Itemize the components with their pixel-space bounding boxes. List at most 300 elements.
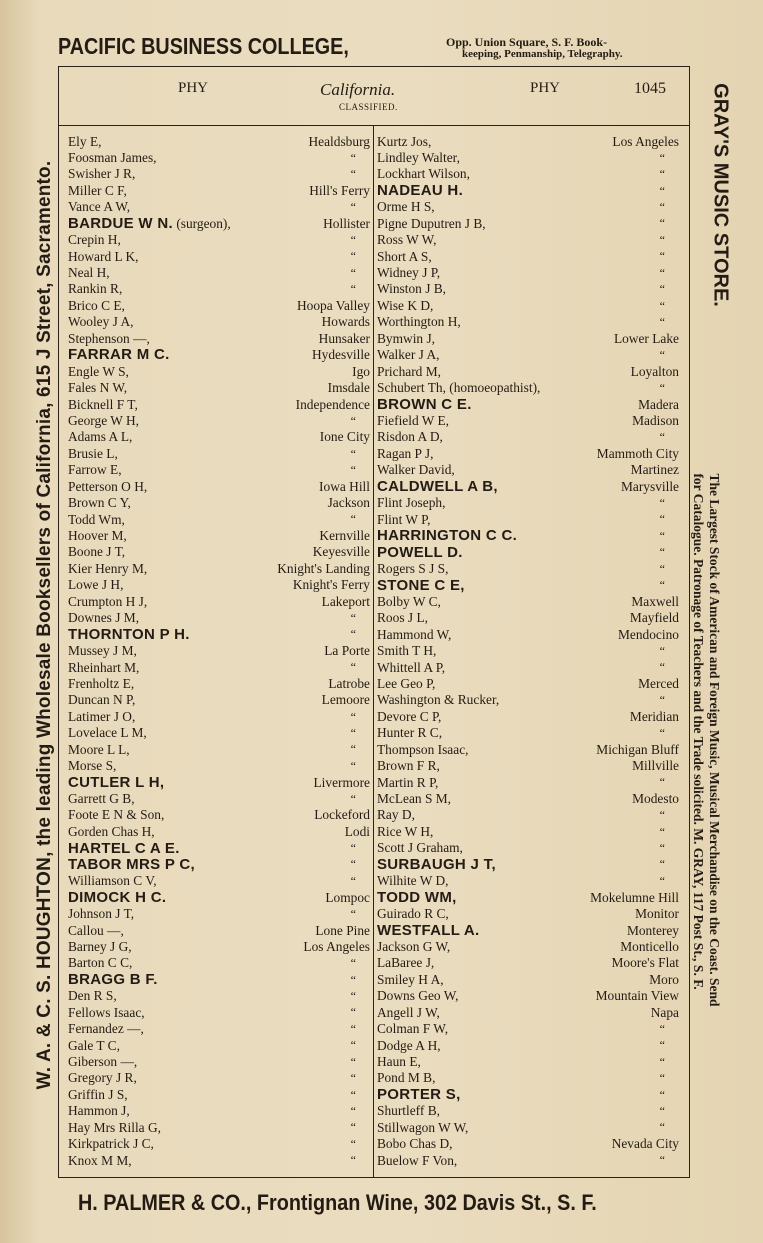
- listing-place: Livermore: [313, 774, 370, 790]
- listing-name-text: Den R S,: [68, 988, 117, 1004]
- listing-row: [377, 1152, 679, 1168]
- listing-name-text: Pigne Duputren J B,: [377, 215, 486, 231]
- listing-name: [377, 578, 465, 593]
- listing-name: [68, 578, 123, 591]
- listing-name: [377, 414, 449, 427]
- ditto-mark: “: [659, 643, 665, 658]
- listing-row: [68, 823, 370, 839]
- listing-name-text: Brown F R,: [377, 758, 440, 774]
- listing-name: [68, 1055, 137, 1068]
- ditto-mark: “: [659, 857, 665, 872]
- listing-name-text: Ragan P J,: [377, 445, 434, 461]
- listing-place: Loyalton: [630, 363, 679, 379]
- ditto-mark: “: [350, 627, 356, 642]
- listing-name-text: CUTLER L H,: [68, 773, 165, 791]
- listing-name: [68, 775, 164, 790]
- listing-row: [377, 215, 679, 231]
- listing-row: [377, 462, 679, 478]
- ditto-mark: “: [659, 561, 665, 576]
- listing-row: [377, 1103, 679, 1119]
- ditto-mark: “: [659, 183, 665, 198]
- ditto-mark: “: [659, 1104, 665, 1119]
- listing-name-text: Ray D,: [377, 807, 415, 823]
- listing-place: Knight's Landing: [277, 560, 370, 576]
- listing-place: Michigan Bluff: [596, 741, 679, 757]
- listing-name-text: THORNTON P H.: [68, 625, 190, 643]
- listing-name: [377, 923, 479, 938]
- listing-row: [68, 511, 370, 527]
- listing-name: [377, 348, 440, 361]
- listing-row: [68, 149, 370, 165]
- listing-row: [377, 199, 679, 215]
- ditto-mark: “: [350, 249, 356, 264]
- ditto-mark: “: [350, 1104, 356, 1119]
- ditto-mark: “: [350, 791, 356, 806]
- ditto-mark: “: [350, 1153, 356, 1168]
- listing-name: [377, 1006, 440, 1019]
- ditto-mark: “: [659, 512, 665, 527]
- listing-row: [68, 741, 370, 757]
- listing-row: [68, 495, 370, 511]
- listing-name: [377, 841, 463, 854]
- ditto-mark: “: [659, 232, 665, 247]
- listing-name-text: Hammond W,: [377, 626, 452, 642]
- listing-note: (surgeon),: [172, 215, 231, 231]
- listing-row: [68, 265, 370, 281]
- ditto-mark: “: [350, 709, 356, 724]
- listing-row: [68, 675, 370, 691]
- ditto-mark: “: [659, 841, 665, 856]
- ditto-mark: “: [350, 413, 356, 428]
- listing-name: [68, 825, 155, 838]
- listing-name-text: Buelow F Von,: [377, 1152, 458, 1168]
- running-head-right-abbr: PHY: [530, 80, 561, 96]
- listing-name: [377, 513, 430, 526]
- listing-name-text: PORTER S,: [377, 1086, 461, 1104]
- listing-name: [377, 562, 448, 575]
- ditto-mark: “: [659, 808, 665, 823]
- listing-name: [377, 266, 440, 279]
- listing-name-text: Lovelace L M,: [68, 725, 147, 741]
- listing-name: [377, 776, 438, 789]
- listing-name-text: Barney J G,: [68, 938, 132, 954]
- listing-name: [68, 726, 147, 739]
- listing-row: [377, 1054, 679, 1070]
- listing-name-text: Stephenson —,: [68, 330, 150, 346]
- ditto-mark: “: [659, 545, 665, 560]
- right-side-ad-line1: The Largest Stock of American and Foreign Music, Musical Merchandise on the Coast. Send: [707, 473, 722, 1007]
- listing-place: Hill's Ferry: [309, 182, 370, 198]
- listing-name: [377, 792, 451, 805]
- listing-name: [377, 1137, 453, 1150]
- ditto-mark: “: [350, 265, 356, 280]
- listing-name: [377, 759, 440, 772]
- ditto-mark: “: [659, 873, 665, 888]
- listing-row: [68, 544, 370, 560]
- ditto-mark: “: [659, 1054, 665, 1069]
- listing-place: Ione City: [319, 429, 370, 445]
- listing-name: [377, 1087, 461, 1102]
- listing-place: Martinez: [630, 462, 679, 478]
- listing-name: [377, 710, 441, 723]
- listing-name-text: SURBAUGH J T,: [377, 855, 496, 873]
- listing-row: [377, 182, 679, 198]
- ditto-mark: “: [350, 462, 356, 477]
- top-ad-detail: [446, 36, 622, 60]
- listing-name-text: TODD WM,: [377, 888, 457, 906]
- ditto-mark: “: [350, 1071, 356, 1086]
- ditto-mark: “: [659, 167, 665, 182]
- listing-place: Lockeford: [314, 807, 370, 823]
- listing-row: [377, 248, 679, 264]
- listing-row: [68, 758, 370, 774]
- listing-name: [68, 562, 147, 575]
- ditto-mark: “: [350, 742, 356, 757]
- listing-row: [377, 1037, 679, 1053]
- ditto-mark: “: [659, 1038, 665, 1053]
- listing-name: [377, 397, 472, 412]
- listing-row: [377, 166, 679, 182]
- listing-place: Howards: [321, 314, 370, 330]
- ditto-mark: “: [350, 725, 356, 740]
- listing-name-text: Washington & Rucker,: [377, 692, 500, 708]
- ditto-mark: “: [659, 150, 665, 165]
- ditto-mark: “: [659, 1021, 665, 1036]
- listing-place: Latrobe: [328, 675, 370, 691]
- column-divider: [373, 125, 374, 1178]
- listing-row: [68, 1037, 370, 1053]
- listing-name-text: Barton C C,: [68, 955, 133, 971]
- listing-place: Knight's Ferry: [292, 577, 370, 593]
- listing-place: Kernville: [319, 528, 370, 544]
- page-number: 1045: [634, 80, 666, 97]
- listing-name-text: Duncan N P,: [68, 692, 136, 708]
- listing-place: Hollister: [323, 215, 370, 231]
- listing-name-text: Devore C P,: [377, 708, 442, 724]
- listing-name-text: Bicknell F T,: [68, 396, 138, 412]
- listing-name: [68, 890, 166, 905]
- listing-place: Hunsaker: [318, 330, 370, 346]
- listing-name: [68, 874, 157, 887]
- listing-row: [377, 297, 679, 313]
- listing-name-text: Lockhart Wilson,: [377, 166, 470, 182]
- top-advertisement: [58, 30, 698, 64]
- listing-name: [377, 989, 458, 1002]
- listing-name-text: Foote E N & Son,: [68, 807, 165, 823]
- listing-name: [377, 857, 496, 872]
- listing-name-text: Flint Joseph,: [377, 495, 446, 511]
- listing-row: [377, 873, 679, 889]
- listing-name: [68, 972, 158, 987]
- listing-name: [68, 496, 131, 509]
- listing-row: [377, 971, 679, 987]
- listing-row: [68, 1103, 370, 1119]
- listing-place: Jackson: [327, 495, 370, 511]
- listing-place: Mammoth City: [596, 445, 679, 461]
- ditto-mark: “: [659, 578, 665, 593]
- listing-place: Monticello: [620, 938, 679, 954]
- listing-name: [68, 266, 110, 279]
- listing-name: [377, 907, 449, 920]
- listing-row: [377, 265, 679, 281]
- listing-row: [377, 659, 679, 675]
- listing-row: [68, 577, 370, 593]
- listing-row: [68, 1136, 370, 1152]
- listing-name-text: Downes J M,: [68, 610, 140, 626]
- listing-name: [68, 250, 139, 263]
- listing-name-text: Winston J B,: [377, 281, 447, 297]
- listing-place: Monitor: [635, 906, 679, 922]
- listing-row: [68, 955, 370, 971]
- listing-name-text: Rheinhart M,: [68, 659, 140, 675]
- listing-place: Hydesville: [311, 347, 370, 363]
- listing-name: [377, 250, 432, 263]
- listing-row: [377, 380, 679, 396]
- listing-name-text: Lowe J H,: [68, 577, 124, 593]
- listing-name: [377, 677, 435, 690]
- listing-row: [377, 412, 679, 428]
- listing-row: [377, 708, 679, 724]
- listing-name-text: Neal H,: [68, 265, 110, 281]
- listing-name-text: BROWN C E.: [377, 395, 472, 413]
- listing-name-text: Orme H S,: [377, 199, 435, 215]
- listing-name-text: NADEAU H.: [377, 182, 464, 200]
- listing-name-text: Ely E,: [68, 133, 102, 149]
- running-head-left-abbr: PHY: [178, 80, 209, 96]
- ditto-mark: “: [350, 660, 356, 675]
- listing-name-text: Kurtz Jos,: [377, 133, 432, 149]
- listing-name-text: Scott J Graham,: [377, 840, 463, 856]
- listing-name: [68, 513, 125, 526]
- ditto-mark: “: [350, 1120, 356, 1135]
- listing-name-text: CALDWELL A B,: [377, 477, 498, 495]
- listing-name-text: Angell J W,: [377, 1004, 440, 1020]
- listing-row: [68, 725, 370, 741]
- listing-name-text: POWELL D.: [377, 543, 463, 561]
- listing-name: [68, 151, 157, 164]
- listing-name-text: WESTFALL A.: [377, 921, 480, 939]
- listing-name-text: TABOR MRS P C,: [68, 855, 195, 873]
- listing-name-text: Martin R P,: [377, 774, 439, 790]
- listing-name-text: Rice W H,: [377, 823, 434, 839]
- listing-name: [68, 940, 132, 953]
- listing-row: [68, 166, 370, 182]
- listing-row: [68, 922, 370, 938]
- listing-name-text: Gregory J R,: [68, 1070, 137, 1086]
- ditto-mark: “: [659, 315, 665, 330]
- listing-row: [68, 610, 370, 626]
- listing-name: [377, 874, 449, 887]
- ditto-mark: “: [659, 1153, 665, 1168]
- listing-place: Moore's Flat: [611, 955, 679, 971]
- listing-name: [68, 480, 147, 493]
- listing-row: [68, 643, 370, 659]
- listing-row: [68, 1004, 370, 1020]
- listing-name: [68, 414, 139, 427]
- listing-name-text: Colman F W,: [377, 1021, 449, 1037]
- listing-name: [68, 430, 132, 443]
- ditto-mark: “: [350, 1087, 356, 1102]
- listing-name-text: Brico C E,: [68, 297, 125, 313]
- listing-row: [68, 1086, 370, 1102]
- listing-row: [377, 610, 679, 626]
- ditto-mark: “: [659, 380, 665, 395]
- listing-row: [377, 149, 679, 165]
- listing-row: [377, 478, 679, 494]
- listing-name: [68, 956, 132, 969]
- listing-name: [68, 545, 125, 558]
- listing-row: [377, 528, 679, 544]
- listing-row: [377, 938, 679, 954]
- listing-name: [68, 216, 231, 231]
- listing-row: [68, 330, 370, 346]
- listing-place: Maxwell: [631, 593, 679, 609]
- listing-row: [377, 593, 679, 609]
- ditto-mark: “: [350, 167, 356, 182]
- listing-name-text: Prichard M,: [377, 363, 441, 379]
- listing-name: [377, 611, 428, 624]
- listing-name-text: STONE C E,: [377, 576, 465, 594]
- listing-row: [68, 1152, 370, 1168]
- listing-row: [377, 643, 679, 659]
- listing-row: [68, 626, 370, 642]
- ditto-mark: “: [350, 1054, 356, 1069]
- listing-row: [377, 791, 679, 807]
- listing-row: [68, 281, 370, 297]
- listing-name: [68, 315, 134, 328]
- listing-name-text: Hunter R C,: [377, 725, 443, 741]
- ditto-mark: “: [350, 446, 356, 461]
- listing-name-text: Walker J A,: [377, 347, 440, 363]
- listing-row: [68, 807, 370, 823]
- listing-row: [68, 462, 370, 478]
- listing-name: [377, 479, 498, 494]
- listing-place: Lemoore: [321, 692, 370, 708]
- ditto-mark: “: [350, 841, 356, 856]
- ditto-mark: “: [350, 232, 356, 247]
- listing-name: [377, 1022, 448, 1035]
- listing-row: [68, 1119, 370, 1135]
- listing-row: [68, 1021, 370, 1037]
- listing-name-text: Boone J T,: [68, 544, 126, 560]
- listing-name: [68, 759, 116, 772]
- listing-name-text: HARTEL C A E.: [68, 839, 180, 857]
- listing-name-text: Williamson C V,: [68, 873, 157, 889]
- listing-name: [68, 808, 164, 821]
- listing-name-text: Griffin J S,: [68, 1086, 128, 1102]
- listing-row: [68, 380, 370, 396]
- listing-place: Lakeport: [321, 593, 370, 609]
- listing-name-text: Gorden Chas H,: [68, 823, 155, 839]
- listing-place: Napa: [650, 1004, 679, 1020]
- listing-name-text: Giberson —,: [68, 1054, 138, 1070]
- listing-name-text: Gale T C,: [68, 1037, 120, 1053]
- listing-row: [377, 347, 679, 363]
- listing-name: [68, 200, 130, 213]
- listing-name-text: Foosman James,: [68, 149, 157, 165]
- listing-row: [377, 758, 679, 774]
- listing-name-text: Haun E,: [377, 1054, 421, 1070]
- listing-row: [377, 955, 679, 971]
- listing-name-text: Petterson O H,: [68, 478, 148, 494]
- listing-row: [68, 478, 370, 494]
- ditto-mark: “: [350, 1005, 356, 1020]
- ditto-mark: “: [350, 956, 356, 971]
- listing-row: [68, 363, 370, 379]
- listing-place: Marysville: [620, 478, 679, 494]
- listing-row: [377, 363, 679, 379]
- listing-name-text: Dodge A H,: [377, 1037, 441, 1053]
- listing-name: [68, 332, 150, 345]
- running-head-classified: CLASSIFIED.: [339, 102, 398, 112]
- listing-row: [377, 396, 679, 412]
- listing-name: [377, 167, 470, 180]
- listing-name-text: Downs Geo W,: [377, 988, 459, 1004]
- listing-row: [68, 708, 370, 724]
- listing-name: [377, 890, 457, 905]
- listing-name: [68, 381, 127, 394]
- listing-place: Lone Pine: [315, 922, 370, 938]
- listing-row: [68, 297, 370, 313]
- listing-name-text: Roos J L,: [377, 610, 428, 626]
- listing-name: [68, 627, 190, 642]
- listing-name-text: Callou —,: [68, 922, 124, 938]
- listing-name: [68, 595, 147, 608]
- ditto-mark: “: [659, 282, 665, 297]
- ditto-mark: “: [659, 216, 665, 231]
- listing-row: [68, 232, 370, 248]
- listing-name-text: Ross W W,: [377, 232, 437, 248]
- listing-name: [377, 315, 461, 328]
- listing-name-text: Fernandez —,: [68, 1021, 144, 1037]
- listing-name: [68, 1154, 132, 1167]
- listing-name: [68, 1071, 137, 1084]
- ditto-mark: “: [350, 1136, 356, 1151]
- listing-name: [377, 430, 443, 443]
- listing-row: [68, 856, 370, 872]
- listing-name: [377, 282, 446, 295]
- listing-row: [377, 511, 679, 527]
- listing-row: [68, 593, 370, 609]
- ditto-mark: “: [659, 1120, 665, 1135]
- listing-row: [377, 889, 679, 905]
- listing-name: [377, 825, 433, 838]
- listing-row: [377, 1136, 679, 1152]
- listing-name-text: Moore L L,: [68, 741, 130, 757]
- listing-place: Mokelumne Hill: [590, 889, 679, 905]
- ditto-mark: “: [659, 824, 665, 839]
- listing-place: Monterey: [626, 922, 679, 938]
- ditto-mark: “: [350, 1038, 356, 1053]
- listing-name-text: Wilhite W D,: [377, 873, 449, 889]
- listing-name: [68, 743, 130, 756]
- ditto-mark: “: [350, 610, 356, 625]
- ditto-mark: “: [350, 150, 356, 165]
- ditto-mark: “: [659, 495, 665, 510]
- listing-place: Mountain View: [595, 988, 679, 1004]
- listing-name-text: Wise K D,: [377, 297, 434, 313]
- listing-row: [68, 528, 370, 544]
- listing-name: [68, 365, 129, 378]
- listing-name-text: Johnson J T,: [68, 906, 135, 922]
- listing-name: [68, 1022, 144, 1035]
- listing-name-text: Hay Mrs Rilla G,: [68, 1119, 161, 1135]
- top-ad-name: PACIFIC BUSINESS COLLEGE,: [58, 33, 349, 59]
- listing-name-text: Short A S,: [377, 248, 432, 264]
- listing-name: [377, 381, 540, 394]
- left-side-ad-text: W. A. & C. S. HOUGHTON, the leading Wholesale Booksellers of California, 615 J Street, Sacramento.: [34, 160, 55, 1090]
- listing-name: [377, 1121, 468, 1134]
